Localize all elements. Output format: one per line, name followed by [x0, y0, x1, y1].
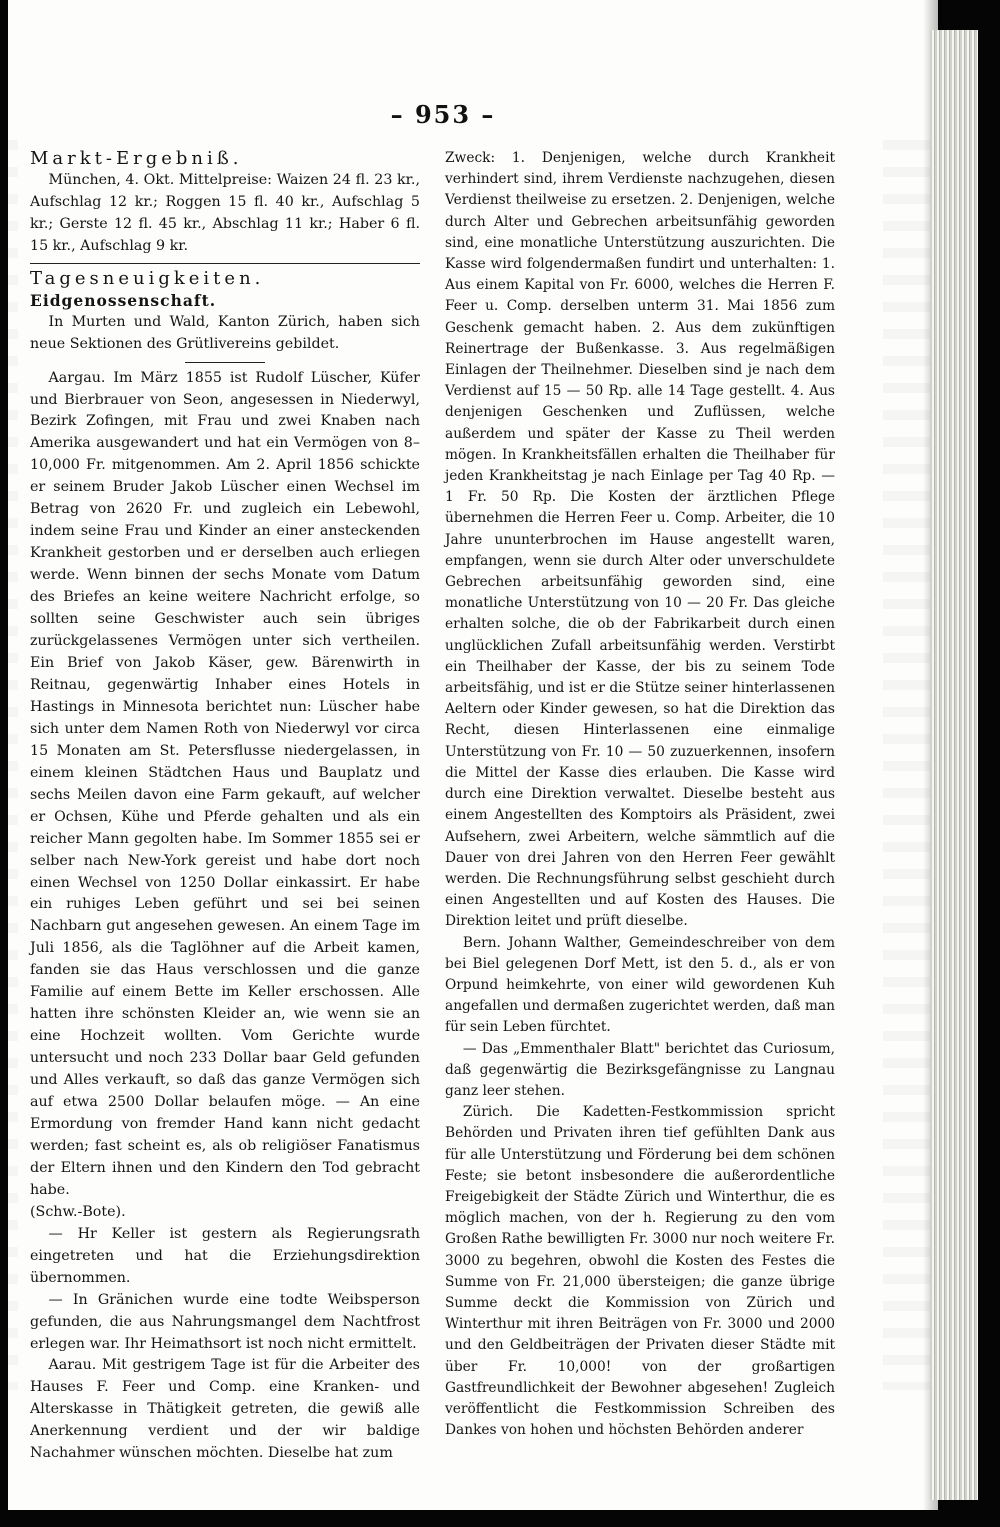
article-aarau-continued: Zweck: 1. Denjenigen, welche durch Krankheit verhindert sind, ihrem Verdienste nachzugehen, diesen Verdienst theilweise zu ersetzen. 2. Denjenigen, welche durch Alter und Gebrechen arbeitsunfähig geworden sind, eine monatliche Unterstützung auszurichten. Die Kasse wird folgendermaßen fundirt und unterhalten: 1. Aus einem Kapital von Fr. 6000, welches die Herren F. Feer u. Comp. derselben unterm 31. Mai 1856 zum Geschenk gemacht haben. 2. Aus dem zukünftigen Reinertrage der Bußenkasse. 3. Aus regelmäßigen Einlagen der Theilnehmer. Dieselben sind je nach dem Verdienst auf 15 — 50 Rp. alle 14 Tage gestellt. 4. Aus denjenigen Geschenken und Zuflüssen, welche außerdem und später der Kasse zu Theil werden mögen. In Krankheitsfällen erhalten die Theilhaber für jeden Krankheitstag je nach Einlage per Tag 40 Rp. — 1 Fr. 50 Rp. Die Kosten der ärztlichen Pflege übernehmen die Herren Feer u. Comp. Arbeiter, die 10 Jahre ununterbrochen im Hause angestellt waren, empfangen, wenn sie durch Alter oder unverschuldete Gebrechen arbeitsunfähig geworden sind, eine monatliche Unterstützung von 10 — 20 Fr. Das gleiche erhalten solche, die ob der Fabrikarbeit durch einen unglücklichen Zufall arbeitsunfähig werden. Verstirbt ein Theilhaber der Kasse, der bis zu seinem Tode arbeitsfähig, und ist er die Stütze seiner hinterlassenen Aeltern oder Kinder gewesen, so hat die Direktion das Recht, diesen Hinterlassenen eine einmalige Unterstützung von Fr. 10 — 50 zuzuerkennen, insofern die Mittel der Kasse dies erlauben. Die Kasse wird durch eine Direktion verwaltet. Dieselbe besteht aus einem Angestellten des Komptoirs als Präsident, zwei Aufsehern, zwei Arbeitern, welche sämmtlich auf die Dauer von drei Jahren von den Herren Feer gewählt werden. Die Rechnungsführung selbst geschieht durch einen Angestellten und auf Kosten des Hauses. Die Direktion leitet und prüft dieselbe. — [445, 150, 835, 930]
section-heading: Eidgenossenschaft. — [30, 290, 217, 310]
market-report: München, 4. Okt. Mittelpreise: Waizen 24 fl. 23 kr., Aufschlag 12 kr.; Roggen 15 fl. 40 kr., Aufschlag 5 kr.; Gerste 12 fl. 45 kr., Abschlag 11 kr.; Haber 6 fl. 15 kr., Aufschlag 9 kr. — [30, 171, 420, 254]
paper-sheet — [8, 0, 938, 1510]
article-aarau: Aarau. Mit gestrigem Tage ist für die Arbeiter des Hauses F. Feer und Comp. eine Kranken- und Alterskasse in Thätigkeit getreten, die gewiß alle Anerkennung verdient und der wir baldige Nachahmer wünschen möchten. Dieselbe hat zum — [30, 1357, 420, 1462]
bleed-through-left — [8, 140, 18, 1390]
right-column — [445, 148, 835, 1441]
market-heading: Markt-Ergebniß. — [30, 148, 243, 169]
book-page-edges — [930, 30, 978, 1500]
separator-rule — [185, 362, 265, 363]
article-bern: Bern. Johann Walther, Gemeindeschreiber von dem bei Biel gelegenen Dorf Mett, ist den 5. d., als er von Orpund heimkehrte, von einer wild gewordenen Kuh angefallen und dermaßen zugerichtet werden, daß man für sein Leben fürchtet. — [445, 934, 835, 1036]
article-murten: In Murten und Wald, Kanton Zürich, haben sich neue Sektionen des Grütlivereins gebildet. — [30, 313, 420, 352]
article-keller: — Hr Keller ist gestern als Regierungsrath eingetreten und hat die Erziehungsdirektion übernommen. — [30, 1225, 420, 1286]
left-column — [30, 148, 420, 1465]
news-heading: Tagesneuigkeiten. — [30, 267, 265, 289]
article-aargau: Aargau. Im März 1855 ist Rudolf Lüscher, Küfer und Bierbrauer von Seon, angesessen in Niederwyl, Bezirk Zofingen, mit Frau und zwei Knaben nach Amerika ausgewandert und hat ein Vermögen von 8–10,000 Fr. mitgenommen. Am 2. April 1856 schickte er seinem Bruder Jakob Lüscher einen Wechsel im Betrag von 2620 Fr. und zugleich ein Lebewohl, indem seine Frau und Kinder an einer ansteckenden Krankheit gestorben und er derselben auch erliegen werde. Wenn binnen der sechs Monate vom Datum des Briefes an keine weitere Nachricht erfolge, so sollten seine Geschwister auch sein übriges zurückgelassenes Vermögen unter sich vertheilen. Ein Brief von Jakob Käser, gew. Bärenwirth in Reitnau, gegenwärtig Inhaber eines Hotels in Hastings in Minnesota berichtet nun: Lüscher habe sich unter dem Namen Roth von Niederwyl vor circa 15 Monaten am St. Petersflusse niedergelassen, in einem kleinen Städtchen Haus und Bauplatz und sechs Meilen davon eine Farm gekauft, auf welcher er Ochsen, Kühe und Pferde gehalten und als ein reicher Mann gegolten habe. Im Sommer 1855 sei er selber nach New-York gereist und habe dort noch einen Wechsel von 1250 Dollar einkassirt. Er habe ein ruhiges Leben geführt und sei bei seinen Nachbarn gut angesehen gewesen. An einem Tage im Juli 1856, als die Taglöhner auf die Arbeit kamen, fanden sie das Haus verschlossen und die ganze Familie auf einem Bette im Keller erschossen. Alle hatten ihre schönsten Kleider an, wie wenn sie an eine Hochzeit wollten. Vom Gerichte wurde untersucht und noch 233 Dollar baar Geld gefunden und Alles verkauft, so daß das ganze Vermögen sich auf etwa 2500 Dollar belaufen möge. — An eine Ermordung von fremder Hand kann nicht gedacht werden; fast scheint es, als ob religiöser Fanatismus der Eltern ihnen und den Kindern den Tod gebracht habe. — [30, 369, 420, 1198]
article-zuerich: Zürich. Die Kadetten-Festkommission spricht Behörden und Privaten ihren tief gefühlten Dank aus für alle Unterstützung und Förderung bei dem schönen Feste; sie betont insbesondere die außerordentliche Freigebigkeit der Städte Zürich und Winterthur, die es möglich machen, von der h. Regierung zu den vom Großen Rathe bewilligten Fr. 3000 nur noch weitere Fr. 3000 zu begehren, obwohl die Kosten des Festes die Summe von Fr. 21,000 übersteigen; die ganze übrige Summe deckt die Kommission von Zürich und Winterthur mit ihren Beiträgen von Fr. 3000 und 2000 und den Geldbeiträgen der Privaten dieser Städte mit über Fr. 10,000! von der großartigen Gastfreundlichkeit der Bewohner abgesehen! Zugleich veröffentlicht die Festkommission Schreiben des Dankes von hohen und höchsten Behörden anderer — [445, 1104, 835, 1439]
article-emmenthaler: — Das „Emmenthaler Blatt" berichtet das Curiosum, daß gegenwärtig die Bezirksgefängnisse zu Langnau ganz leer stehen. — [445, 1040, 835, 1099]
article-graenichen: — In Gränichen wurde eine todte Weibsperson gefunden, die aus Nahrungsmangel dem Nachtfrost erlegen war. Ihr Heimathsort ist noch nicht ermittelt. — [30, 1291, 420, 1352]
page-number: – 953 – — [390, 100, 496, 129]
article-source: (Schw.-Bote). — [30, 1203, 126, 1220]
section-rule — [30, 263, 420, 264]
